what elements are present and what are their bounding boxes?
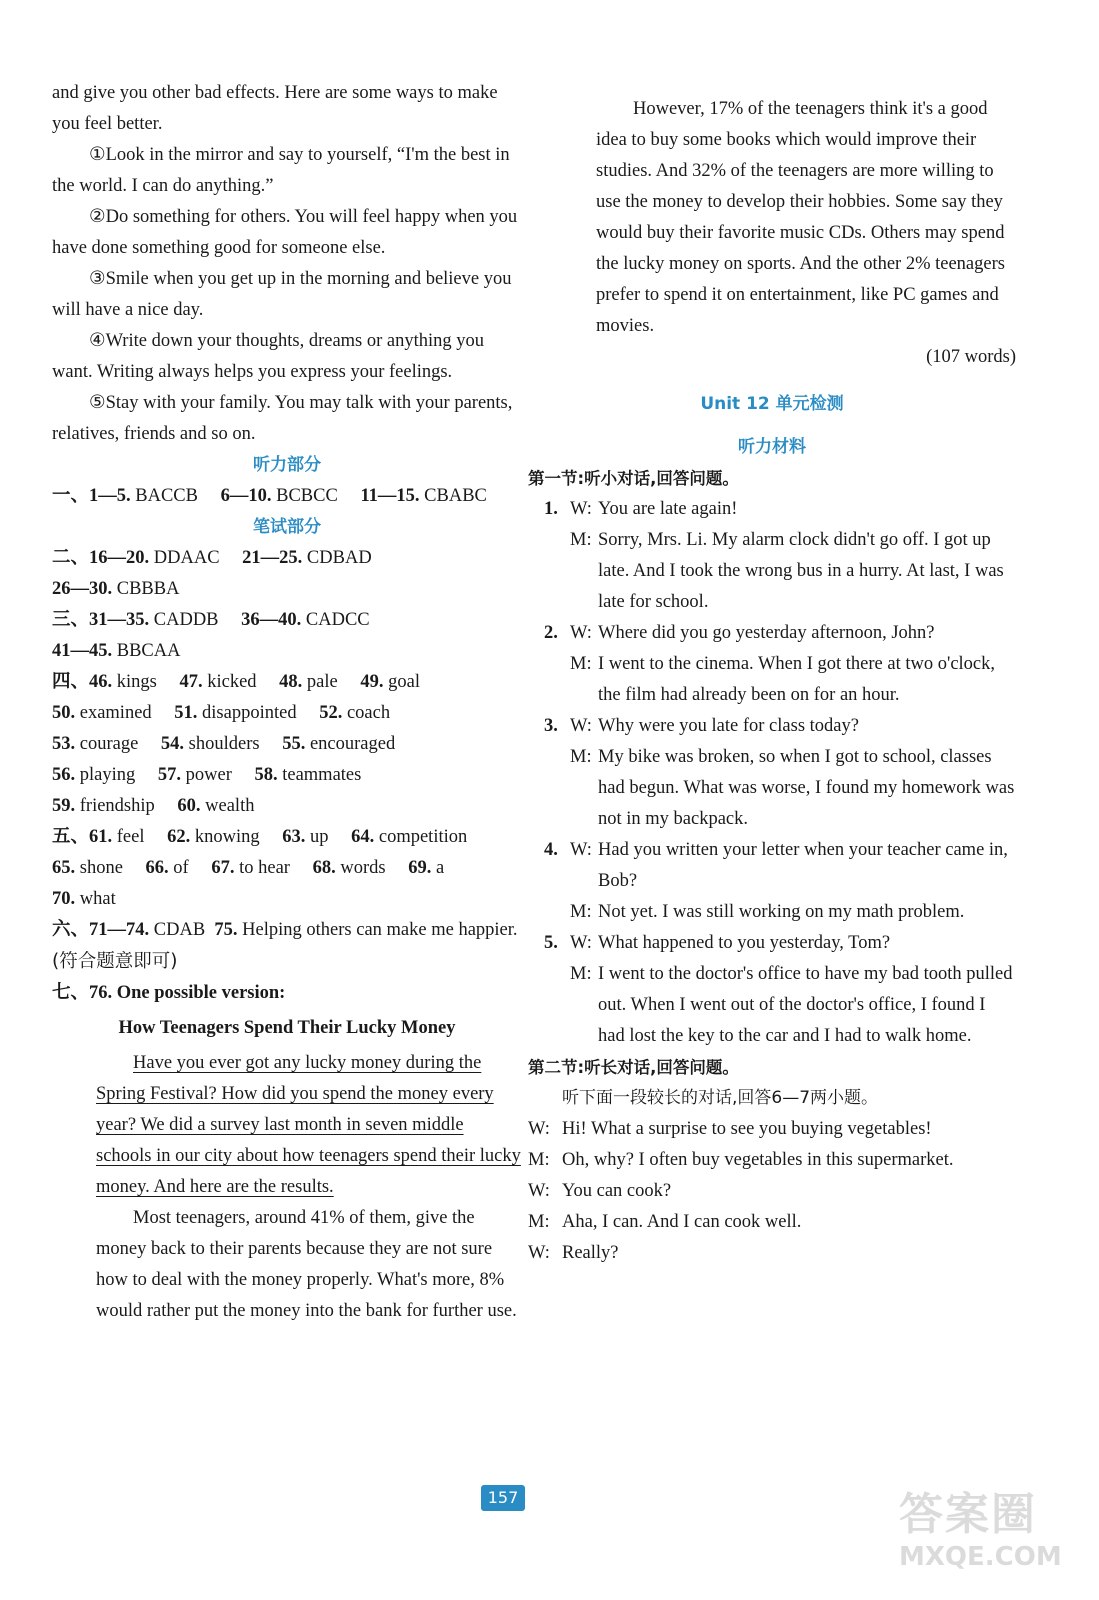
answer-value: words <box>340 858 386 878</box>
answer-value: a <box>435 858 445 878</box>
watermark-logo <box>899 1478 1069 1588</box>
answer-num: 三、31—35. <box>52 610 150 630</box>
tip-5: ⑤Stay with your family. You may talk with your parents, relatives, friends and so on. <box>52 393 513 444</box>
written-heading: 笔试部分 <box>253 517 321 537</box>
answer-value: kings <box>116 672 157 692</box>
answer-value: to hear <box>239 858 290 878</box>
speaker: W: <box>570 840 592 860</box>
dialogue-line: Not yet. I was still working on my math problem. <box>598 902 965 922</box>
essay-paragraph-3: However, 17% of the teenagers think it's a good idea to buy some books which would improve their studies. And 32% of the teenagers are more willing to use the money to develop their hobbies. Some say they would buy their favorite music CDs. Others may spend the lucky money on sports. And the other 2% teenagers prefer to spend it on entertainment, like PC games and movies. <box>596 99 1005 336</box>
sec4-row4 <box>52 760 522 791</box>
answer-value: disappointed <box>202 703 297 723</box>
question-number: 3. <box>544 716 558 736</box>
answer-value: DDAAC <box>153 548 220 568</box>
speaker: M: <box>528 1212 550 1232</box>
answer-num: 58. <box>254 765 278 785</box>
answer-value: examined <box>79 703 152 723</box>
sec4-row1 <box>52 667 522 698</box>
answer-value: pale <box>306 672 338 692</box>
sec4-row2 <box>52 698 522 729</box>
answer-num: 70. <box>52 889 76 909</box>
answer-num: 69. <box>408 858 432 878</box>
dialogue-line: Hi! What a surprise to see you buying vegetables! <box>562 1119 932 1139</box>
answer-value: coach <box>346 703 391 723</box>
speaker: M: <box>570 654 592 674</box>
dialogue-line: Where did you go yesterday afternoon, John? <box>598 623 935 643</box>
dialogue-5 <box>544 928 1016 1052</box>
sec4-row5 <box>52 791 522 822</box>
answer-value: CADDB <box>153 610 219 630</box>
answer-value: CBABC <box>424 486 487 506</box>
answer-value: CBBBA <box>116 579 180 599</box>
answer-num: 五、61. <box>52 827 113 847</box>
speaker: W: <box>570 716 592 736</box>
tip-2: ②Do something for others. You will feel happy when you have done something good for someone else. <box>52 207 518 258</box>
sec5-row2 <box>52 853 522 884</box>
answer-num: 6—10. <box>220 486 272 506</box>
answer-num: 55. <box>282 734 306 754</box>
answer-value: BBCAA <box>116 641 181 661</box>
dialogue-line: What happened to you yesterday, Tom? <box>598 933 891 953</box>
dialogue-line: You can cook? <box>562 1181 672 1201</box>
speaker: M: <box>570 964 592 984</box>
part1-heading: 第一节:听小对话,回答问题。 <box>528 469 739 488</box>
essay-paragraph-1: Have you ever got any lucky money during the Spring Festival? How did you spend the money every year? We did a survey last month in seven middle schools in our city about how teenagers spend their lucky money. And here are the results. <box>96 1053 521 1197</box>
answer-num: 59. <box>52 796 76 816</box>
dialogue-line: My bike was broken, so when I got to school, classes had begun. What was worse, I found my homework was not in my backpack. <box>598 747 1015 829</box>
answer-value: encouraged <box>309 734 396 754</box>
sec3-answers-row2 <box>52 636 522 667</box>
tip-3: ③Smile when you get up in the morning and believe you will have a nice day. <box>52 269 512 320</box>
answer-value: BCBCC <box>276 486 338 506</box>
answer-note: (符合题意即可) <box>52 951 178 972</box>
listening-answers <box>52 481 522 512</box>
answer-num: 66. <box>145 858 169 878</box>
answer-num: 67. <box>211 858 235 878</box>
dialogue-line: Why were you late for class today? <box>598 716 859 736</box>
answer-num: 68. <box>312 858 336 878</box>
part2-heading: 第二节:听长对话,回答问题。 <box>528 1058 739 1077</box>
answer-num: 57. <box>157 765 181 785</box>
answer-value: CADCC <box>305 610 370 630</box>
answer-value: friendship <box>79 796 155 816</box>
part2-intro: 听下面一段较长的对话,回答6—7两小题。 <box>562 1088 879 1108</box>
answer-num: 63. <box>282 827 306 847</box>
answer-num: 11—15. <box>360 486 420 506</box>
answer-value: what <box>79 889 116 909</box>
sec2-answers-row1 <box>52 543 522 574</box>
answer-num: 49. <box>360 672 384 692</box>
answer-num: 54. <box>160 734 185 754</box>
answer-num: 21—25. <box>242 548 303 568</box>
answer-num: 41—45. <box>52 641 113 661</box>
answer-value: up <box>310 827 329 847</box>
dialogue-line: Oh, why? I often buy vegetables in this supermarket. <box>562 1150 954 1170</box>
answer-num: 36—40. <box>241 610 302 630</box>
answer-num: 75. <box>214 920 238 940</box>
dialogue-line: I went to the cinema. When I got there at two o'clock, the film had already been on for an hour. <box>598 654 996 705</box>
sec7-label: 七、76. One possible version: <box>52 983 286 1003</box>
word-count: (107 words) <box>926 347 1016 367</box>
sec6-answers <box>52 915 522 978</box>
right-column <box>528 94 1016 1269</box>
sec5-row3 <box>52 884 522 915</box>
dialogue-line: Had you written your letter when your teacher came in, Bob? <box>598 840 1008 891</box>
dialogue-line: Sorry, Mrs. Li. My alarm clock didn't go off. I got up late. And I took the wrong bus in a hurry. At last, I was late for school. <box>598 530 1004 612</box>
answer-num: 53. <box>52 734 76 754</box>
listening-heading: 听力部分 <box>253 455 321 475</box>
answer-num: 六、71—74. <box>52 920 150 940</box>
speaker: W: <box>528 1181 550 1201</box>
answer-num: 65. <box>52 858 76 878</box>
left-column <box>52 78 522 1327</box>
speaker: M: <box>570 747 592 767</box>
answer-value: power <box>185 765 232 785</box>
question-number: 2. <box>544 623 558 643</box>
watermark-text: 答案圈 <box>899 1489 1037 1540</box>
speaker: W: <box>570 933 592 953</box>
answer-value: shoulders <box>188 734 260 754</box>
question-number: 4. <box>544 840 558 860</box>
speaker: W: <box>570 623 592 643</box>
answer-value: feel <box>116 827 145 847</box>
answer-value: courage <box>79 734 139 754</box>
intro-paragraph: and give you other bad effects. Here are some ways to make you feel better. <box>52 83 498 134</box>
dialogue-2 <box>544 618 1016 711</box>
tip-1: ①Look in the mirror and say to yourself, “I'm the best in the world. I can do anything.” <box>52 145 510 196</box>
answer-value: CDBAD <box>306 548 372 568</box>
answer-num: 一、1—5. <box>52 486 131 506</box>
dialogue-line: You are late again! <box>598 499 738 519</box>
answer-num: 四、46. <box>52 672 113 692</box>
dialogue-1 <box>544 494 1016 618</box>
answer-value: shone <box>79 858 123 878</box>
watermark-url: MXQE.COM <box>899 1542 1062 1572</box>
question-number: 5. <box>544 933 558 953</box>
dialogue-line: I went to the doctor's office to have my bad tooth pulled out. When I went out of the doctor's office, I found I had lost the key to the car and I had to walk home. <box>598 964 1013 1046</box>
answer-num: 52. <box>319 703 343 723</box>
script-heading: 听力材料 <box>738 437 806 457</box>
dialogue-line: Really? <box>562 1243 619 1263</box>
answer-num: 50. <box>52 703 76 723</box>
page-number: 157 <box>481 1485 525 1511</box>
dialogue-3 <box>544 711 1016 835</box>
dialogue-4 <box>544 835 1016 928</box>
answer-value: BACCB <box>135 486 198 506</box>
answer-num: 62. <box>167 827 191 847</box>
question-number: 1. <box>544 499 558 519</box>
answer-num: 26—30. <box>52 579 113 599</box>
part2-dialogue <box>528 1114 1016 1269</box>
speaker: M: <box>570 902 592 922</box>
speaker: M: <box>528 1150 550 1170</box>
answer-value: Helping others can make me happier. <box>242 920 518 940</box>
answer-value: competition <box>378 827 468 847</box>
answer-num: 51. <box>174 703 198 723</box>
speaker: W: <box>528 1119 550 1139</box>
essay-paragraph-2: Most teenagers, around 41% of them, give the money back to their parents because they are not sure how to deal with the money properly. What's more, 8% would rather put the money into the bank for further use. <box>96 1208 517 1321</box>
answer-value: goal <box>388 672 420 692</box>
answer-value: playing <box>79 765 136 785</box>
sec2-answers-row2 <box>52 574 522 605</box>
part1-dialogues <box>528 494 1016 1052</box>
answer-value: wealth <box>205 796 255 816</box>
essay-title: How Teenagers Spend Their Lucky Money <box>118 1018 456 1038</box>
speaker: M: <box>570 530 592 550</box>
answer-value: knowing <box>194 827 260 847</box>
answer-num: 60. <box>177 796 201 816</box>
speaker: W: <box>570 499 592 519</box>
answer-num: 二、16—20. <box>52 548 150 568</box>
sec4-row3 <box>52 729 522 760</box>
sec5-row1 <box>52 822 522 853</box>
answer-num: 56. <box>52 765 76 785</box>
answer-num: 64. <box>351 827 375 847</box>
tip-4: ④Write down your thoughts, dreams or anything you want. Writing always helps you express your feelings. <box>52 331 485 382</box>
answer-value: of <box>173 858 189 878</box>
dialogue-line: Aha, I can. And I can cook well. <box>562 1212 802 1232</box>
answer-num: 47. <box>179 672 203 692</box>
answer-value: teammates <box>282 765 362 785</box>
sec3-answers-row1 <box>52 605 522 636</box>
answer-num: 48. <box>279 672 303 692</box>
answer-value: CDAB <box>153 920 206 940</box>
speaker: W: <box>528 1243 550 1263</box>
answer-value: kicked <box>207 672 257 692</box>
unit-title: Unit 12 单元检测 <box>700 394 844 414</box>
